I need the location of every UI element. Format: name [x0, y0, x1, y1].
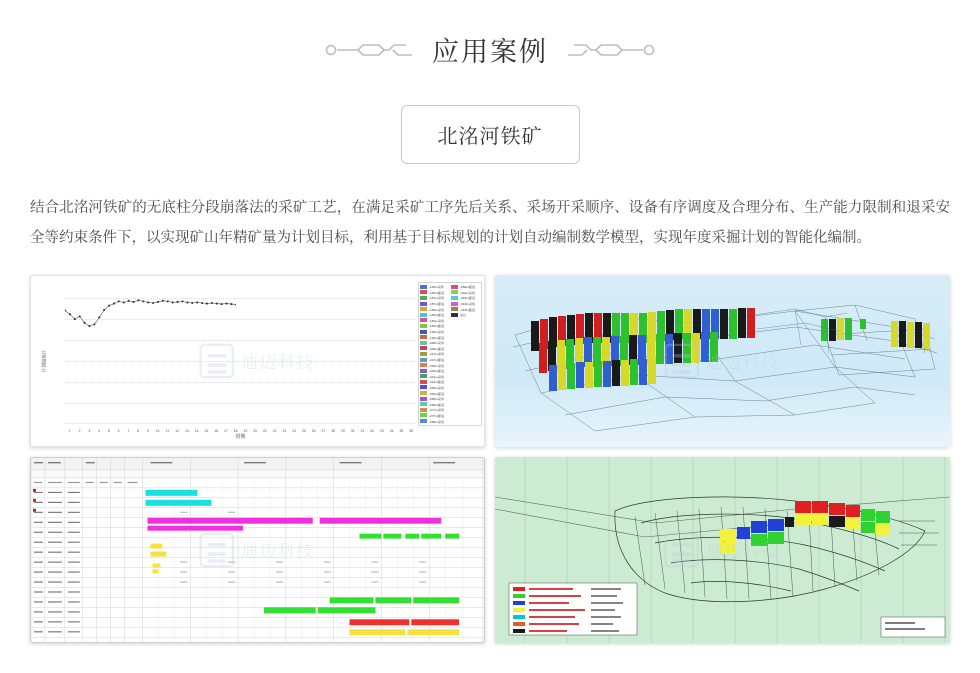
legend-label: -145m掘进: [429, 290, 444, 295]
legend-swatch: [420, 324, 427, 328]
legend-swatch: [420, 285, 427, 289]
legend-swatch: [451, 313, 458, 317]
legend-swatch: [420, 352, 427, 356]
legend-swatch: [420, 313, 427, 317]
legend-swatch: [451, 307, 458, 311]
legend-label: -205m采场: [429, 341, 444, 346]
legend-label: -193m掘进: [429, 335, 444, 340]
figure-grid: [30, 275, 950, 643]
legend-swatch: [420, 380, 427, 384]
legend-label: -241m掘进: [429, 380, 444, 385]
chart-legend: [418, 282, 482, 426]
legend-swatch: [451, 285, 458, 289]
legend-label: -229m掘进: [429, 369, 444, 374]
production-plan-chart: [30, 275, 485, 447]
legend-label: -229m采场: [429, 363, 444, 368]
legend-label: -241m采场: [429, 374, 444, 379]
legend-label: -289m掘进: [460, 285, 475, 290]
legend-swatch: [420, 413, 427, 417]
subtitle-container: [0, 105, 980, 164]
legend-swatch: [451, 290, 458, 294]
legend-swatch: [420, 307, 427, 311]
legend-label: -253m掘进: [429, 391, 444, 396]
legend-swatch: [420, 335, 427, 339]
mining-schedule-gantt: [30, 457, 485, 643]
decorative-line-right-icon: [566, 37, 656, 63]
legend-label: -253m采场: [429, 385, 444, 390]
legend-label: -169m采场: [429, 307, 444, 312]
page-title: 应用案例: [432, 37, 548, 67]
legend-label: 品位: [460, 313, 467, 318]
chart-legend-item: [420, 418, 451, 424]
legend-label: -193m采场: [429, 330, 444, 335]
chart-bars: [65, 337, 416, 424]
legend-label: -157m采场: [429, 296, 444, 301]
legend-label: -217m掘进: [429, 358, 444, 363]
legend-label: -181m采场: [429, 318, 444, 323]
legend-label: -181m掘进: [429, 324, 444, 329]
chart-y-axis-label: 计划量统计: [41, 349, 47, 373]
chart-legend-item: [451, 312, 482, 318]
legend-label: -265m采场: [429, 397, 444, 402]
watermark-text: 迪迈科技: [241, 541, 316, 561]
chart-x-axis-label: 时期: [235, 434, 246, 440]
chart-plot-area: [65, 284, 416, 424]
legend-label: -301m掘进: [460, 296, 475, 301]
legend-label: -289m采场: [429, 419, 444, 424]
legend-label: -169m掘进: [429, 313, 444, 318]
legend-swatch: [420, 318, 427, 322]
legend-swatch: [451, 302, 458, 306]
legend-swatch: [420, 341, 427, 345]
legend-swatch: [420, 302, 427, 306]
legend-swatch: [420, 402, 427, 406]
legend-swatch: [420, 391, 427, 395]
legend-label: -277m采场: [429, 408, 444, 413]
legend-label: -265m掘进: [429, 402, 444, 407]
chart-y-axis: [31, 276, 65, 446]
legend-label: -205m掘进: [429, 346, 444, 351]
case-name-box: 北洺河铁矿: [401, 105, 580, 164]
legend-swatch: [420, 385, 427, 389]
watermark-text: 迪迈科技: [241, 352, 316, 372]
legend-label: -277m掘进: [429, 413, 444, 418]
legend-label: -313m采场: [460, 302, 475, 307]
watermark-text: 迪迈科技: [706, 541, 781, 561]
page-header: [0, 0, 980, 69]
legend-swatch: [420, 290, 427, 294]
legend-label: -217m采场: [429, 352, 444, 357]
plan-map-drawing: [495, 457, 950, 643]
mine-3d-wireframe: [495, 275, 950, 447]
gantt-table: [31, 458, 484, 643]
legend-swatch: [420, 374, 427, 378]
legend-swatch: [420, 397, 427, 401]
mine-3d-model-blue: [495, 275, 950, 447]
legend-label: -313m掘进: [460, 307, 475, 312]
legend-swatch: [420, 363, 427, 367]
chart-x-ticks: 1 2 3 4 5 6 7 8 9 10 11 12 13 14 15 16 17 18 19 20 21 22 23 24 25 26 27 28 29 30 31 32 33 34 35 36: [68, 429, 414, 433]
legend-swatch: [420, 419, 427, 423]
legend-label: -145m采场: [429, 285, 444, 290]
legend-swatch: [451, 296, 458, 300]
legend-swatch: [420, 358, 427, 362]
legend-label: -301m采场: [460, 290, 475, 295]
case-description: 结合北洺河铁矿的无底柱分段崩落法的采矿工艺，在满足采矿工序先后关系、采场开采顺序、设备有序调度及合理分布、生产能力限制和退采安全等约束条件下，以实现矿山年精矿量为计划目标，利用基于目标规划的计划自动编制数学模型，实现年度采掘计划的智能化编制。: [30, 200, 950, 246]
legend-swatch: [420, 296, 427, 300]
legend-swatch: [420, 408, 427, 412]
legend-label: -157m掘进: [429, 302, 444, 307]
decorative-line-left-icon: [324, 37, 414, 63]
chart-grade-line: [65, 287, 236, 335]
legend-swatch: [420, 330, 427, 334]
legend-swatch: [420, 346, 427, 350]
watermark-text: 迪迈科技: [706, 352, 781, 372]
mine-plan-map-green: [495, 457, 950, 643]
legend-swatch: [420, 369, 427, 373]
